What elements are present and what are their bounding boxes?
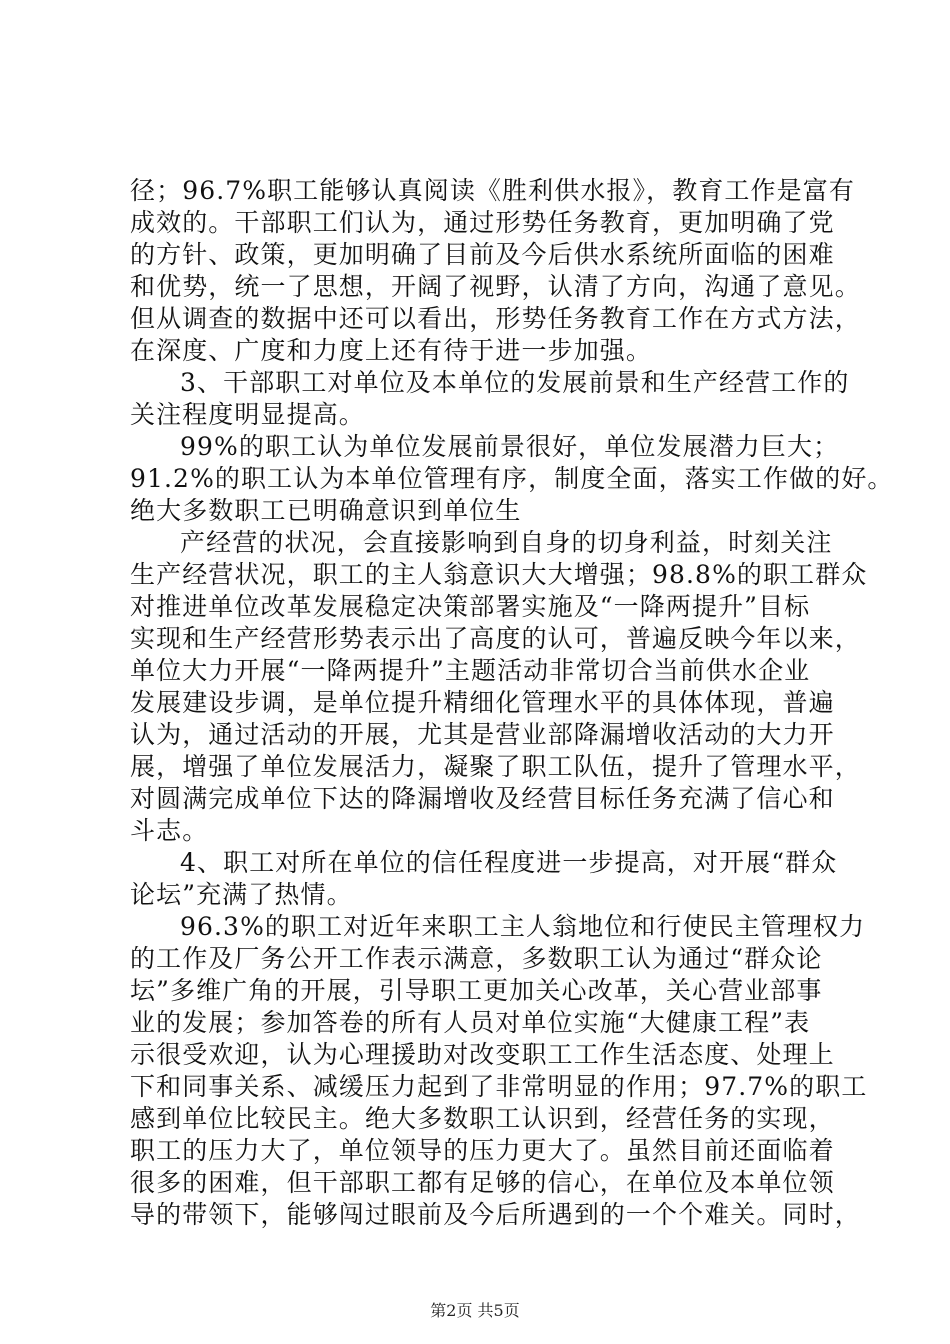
text-line: 生产经营状况，职工的主人翁意识大大增强；98.8%的职工群众 (130, 560, 868, 589)
text-line: 感到单位比较民主。绝大多数职工认识到，经营任务的实现， (130, 1104, 835, 1133)
text-line: 的方针、政策，更加明确了目前及今后供水系统所面临的困难 (130, 240, 835, 269)
text-line: 对推进单位改革发展稳定决策部署实施及“一降两提升”目标 (130, 592, 811, 621)
text-line: 绝大多数职工已明确意识到单位生 (130, 496, 522, 525)
text-line: 下和同事关系、减缓压力起到了非常明显的作用；97.7%的职工 (130, 1072, 868, 1101)
text-line: 很多的困难，但干部职工都有足够的信心，在单位及本单位领 (130, 1168, 835, 1197)
text-line: 职工的压力大了，单位领导的压力更大了。虽然目前还面临着 (130, 1136, 835, 1165)
text-line: 单位大力开展“一降两提升”主题活动非常切合当前供水企业 (130, 656, 811, 685)
text-line: 91.2%的职工认为本单位管理有序，制度全面，落实工作做的好。 (130, 464, 894, 493)
text-line: 认为，通过活动的开展，尤其是营业部降漏增收活动的大力开 (130, 720, 835, 749)
text-line: 和优势，统一了思想，开阔了视野，认清了方向，沟通了意见。 (130, 272, 861, 301)
text-line: 业的发展；参加答卷的所有人员对单位实施“大健康工程”表 (130, 1008, 811, 1037)
page-number-footer: 第2页 共5页 (430, 1301, 520, 1320)
text-line: 实现和生产经营形势表示出了高度的认可，普遍反映今年以来， (130, 624, 861, 653)
text-line: 展，增强了单位发展活力，凝聚了职工队伍，提升了管理水平， (130, 752, 861, 781)
text-line: 99%的职工认为单位发展前景很好，单位发展潜力巨大； (180, 432, 840, 461)
text-line: 径；96.7%职工能够认真阅读《胜利供水报》，教育工作是富有 (130, 176, 855, 205)
text-line: 斗志。 (130, 816, 209, 845)
section-heading-continued: 关注程度明显提高。 (130, 400, 365, 429)
text-line: 对圆满完成单位下达的降漏增收及经营目标任务充满了信心和 (130, 784, 835, 813)
text-line: 96.3%的职工对近年来职工主人翁地位和行使民主管理权力 (180, 912, 866, 941)
section-heading-continued: 论坛”充满了热情。 (130, 880, 353, 909)
section-heading: 3、干部职工对单位及本单位的发展前景和生产经营工作的 (180, 368, 850, 397)
text-line: 坛”多维广角的开展，引导职工更加关心改革，关心营业部事 (130, 976, 823, 1005)
text-line: 发展建设步调，是单位提升精细化管理水平的具体体现，普遍 (130, 688, 835, 717)
section-heading: 4、职工对所在单位的信任程度进一步提高，对开展“群众 (180, 848, 838, 877)
text-line: 成效的。干部职工们认为，通过形势任务教育，更加明确了党 (130, 208, 835, 237)
text-line: 的工作及厂务公开工作表示满意，多数职工认为通过“群众论 (130, 944, 823, 973)
text-line: 产经营的状况，会直接影响到自身的切身利益，时刻关注 (180, 528, 833, 557)
text-line: 但从调查的数据中还可以看出，形势任务教育工作在方式方法， (130, 304, 861, 333)
text-line: 在深度、广度和力度上还有待于进一步加强。 (130, 336, 653, 365)
text-line: 示很受欢迎，认为心理援助对改变职工工作生活态度、处理上 (130, 1040, 835, 1069)
text-line: 导的带领下，能够闯过眼前及今后所遇到的一个个难关。同时， (130, 1200, 861, 1229)
